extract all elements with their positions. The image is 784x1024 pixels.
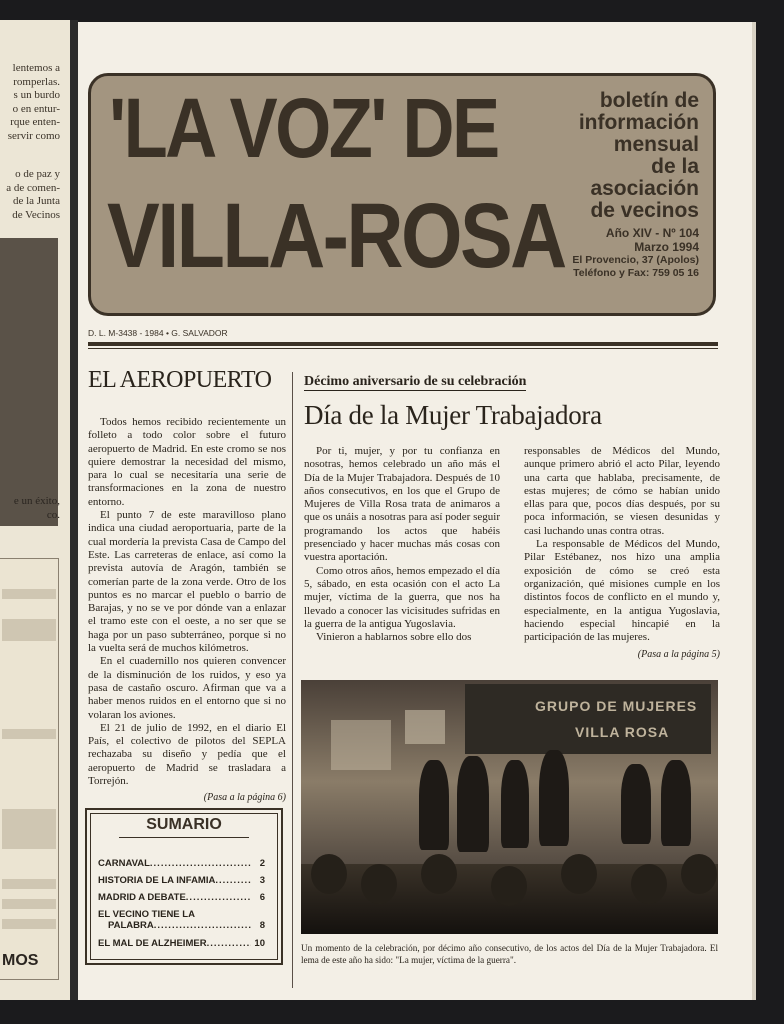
left-article xyxy=(88,366,286,803)
masthead-subtitle-1: boletín de xyxy=(599,89,699,112)
photo-caption: Un momento de la celebración, por décimo año consecutivo, de los actos del Día de la Mujer Trabajadora. El lema de este año ha sido: "La mujer, víctima de la guerra". xyxy=(301,943,718,965)
right-article-col1: Por ti, mujer, y por tu confianza en nosotras, hemos celebrado un año más el Día de la Mujer Trabajadora. Después de 10 años consecutivos, en los que el Grupo de Mujeres de Villa Rosa trata de animaros a que os unáis a nosotras para así poder seguir programando los actos que habéis presenciado y hacer muchas más cosas con vuestra aportación. Como otros años, hemos empezado el día 5, sábado, en esta ocasión con el acto La mujer, víctima de la guerra, que nos ha llevado a conocer las vicisitudes sufridas en la guerra de la antigua Yugoslavia. Vinieron a hablarnos sobre ello dos xyxy=(304,445,500,644)
left-paragraph-1: Todos hemos recibido recientemente un folleto a todo color sobre el futuro aeropuerto de Madrid. En este cromo se nos quiere demostrar la necesidad del mismo, para lo cual se necesitaría una serie de transformaciones en la zona de nuestro entorno. xyxy=(88,416,286,508)
sumario-item[interactable]: CARNAVAL ..... 2 xyxy=(98,858,265,869)
page-binding-shadow xyxy=(70,20,78,1000)
left-article-continued: (Pasa a la página 6) xyxy=(203,792,286,804)
sumario-item[interactable]: EL VECINO TIENE LA PALABRA ..... 8 xyxy=(98,909,265,931)
photo-banner: GRUPO DE MUJERES VILLA ROSA xyxy=(465,684,711,754)
right-article-headline: Día de la Mujer Trabajadora xyxy=(304,400,602,430)
masthead-title-line2: VILLA-ROSA xyxy=(107,185,565,287)
previous-page-photo-caption: e un éxito, co. xyxy=(13,495,60,521)
sumario-item[interactable]: EL MAL DE ALZHEIMER ..... 10 xyxy=(98,938,265,949)
previous-page-text-top: lentemos a romperlas. s un burdo o en entur- rque enten- servir como xyxy=(7,62,60,142)
legal-deposit: D. L. M-3438 - 1984 • G. SALVADOR xyxy=(88,328,228,338)
right-article xyxy=(304,372,720,662)
left-article-headline: EL AEROPUERTO xyxy=(88,367,272,393)
previous-page-ad-box xyxy=(0,558,59,980)
association-phone: Teléfono y Fax: 759 05 16 xyxy=(573,267,699,279)
sumario-rule xyxy=(119,837,249,838)
right-article-continued: (Pasa a la página 5) xyxy=(637,649,720,661)
previous-page-text-mid: o de paz y a de comen- de la Junta de Vecinos xyxy=(6,168,60,221)
right-article-kicker: Décimo aniversario de su celebración xyxy=(304,374,527,389)
masthead-subtitle-3: mensual xyxy=(613,133,699,156)
right-article-col2: responsables de Médicos del Mundo, aunque primero abrió el acto Pilar, leyendo una carta que hablaba, precisamente, de estas mujeres; de cómo se habían unido ellas para que, pocos días después, por su poca información, se viesen desunidas y casi luchando unas contra otras. La responsable de Médicos del Mundo, Pilar Estébanez, nos hizo una amplia exposición de cómo se creó esta organización, qué misiones cumple en los distintos focos de conflicto en el mundo y, especialmente, en la antigua Yugoslavia, haciendo especial hincapié en la participación de las mujeres. (Pasa a la página 5) xyxy=(524,445,720,661)
masthead-subtitle-2: información xyxy=(578,111,699,134)
masthead-info xyxy=(499,90,699,280)
previous-page-fragment: MOS xyxy=(2,952,39,969)
header-rule-thick xyxy=(88,342,718,346)
sumario-box xyxy=(85,808,283,965)
left-paragraph-3: En el cuadernillo nos quieren convencer de la disminución de los ruidos, y eso ya pasa de castaño oscuro. Afirman que va a haber menos ruidos en el entorno que si no volaran los aviones. xyxy=(88,655,286,721)
masthead-subtitle-5: asociación xyxy=(590,177,699,200)
left-article-body xyxy=(88,416,286,788)
issue-number: Año XIV - Nº 104 xyxy=(605,226,699,240)
previous-page-photo xyxy=(0,238,58,526)
sumario-item[interactable]: HISTORIA DE LA INFAMIA ..... 3 xyxy=(98,875,265,886)
masthead xyxy=(88,73,716,316)
previous-page-edge xyxy=(0,20,70,1000)
association-address: El Provencio, 37 (Apolos) xyxy=(572,254,699,266)
issue-date: Marzo 1994 xyxy=(634,240,699,254)
header-rule-thin xyxy=(88,348,718,349)
masthead-title-line1: 'LA VOZ' DE xyxy=(109,81,498,175)
sumario-title: SUMARIO xyxy=(146,816,222,833)
left-paragraph-4: El 21 de julio de 1992, en el diario El País, el colectivo de pilotos del SEPLA rechazaba su diseño y pedía que el aeropuerto de Madrid se trasladara a Torrejón. xyxy=(88,721,286,788)
newsletter-page xyxy=(78,22,752,1000)
left-paragraph-2: El punto 7 de este maravilloso plano indica una ciudad aeroportuaria, parte de la cual mordería la prevista Casa de Campo del Este. Las carreteras de enlace, así como la prevista autovía de Aragón, también se comerían parte de la zona verde. Otro de los puntos es no marcar el pueblo o barrio de Barajas, y no se ve por dónde van a enlazar el tramo este con el oeste, a no ser que se haga por un paso subterráneo, porque si no la vuelta será de muchos kilómetros. xyxy=(88,509,286,655)
sumario-item[interactable]: MADRID A DEBATE ..... 6 xyxy=(98,892,265,903)
column-divider xyxy=(292,372,293,988)
event-photo xyxy=(301,680,718,934)
masthead-subtitle-4: de la xyxy=(651,155,699,178)
masthead-subtitle-6: de vecinos xyxy=(590,199,699,222)
